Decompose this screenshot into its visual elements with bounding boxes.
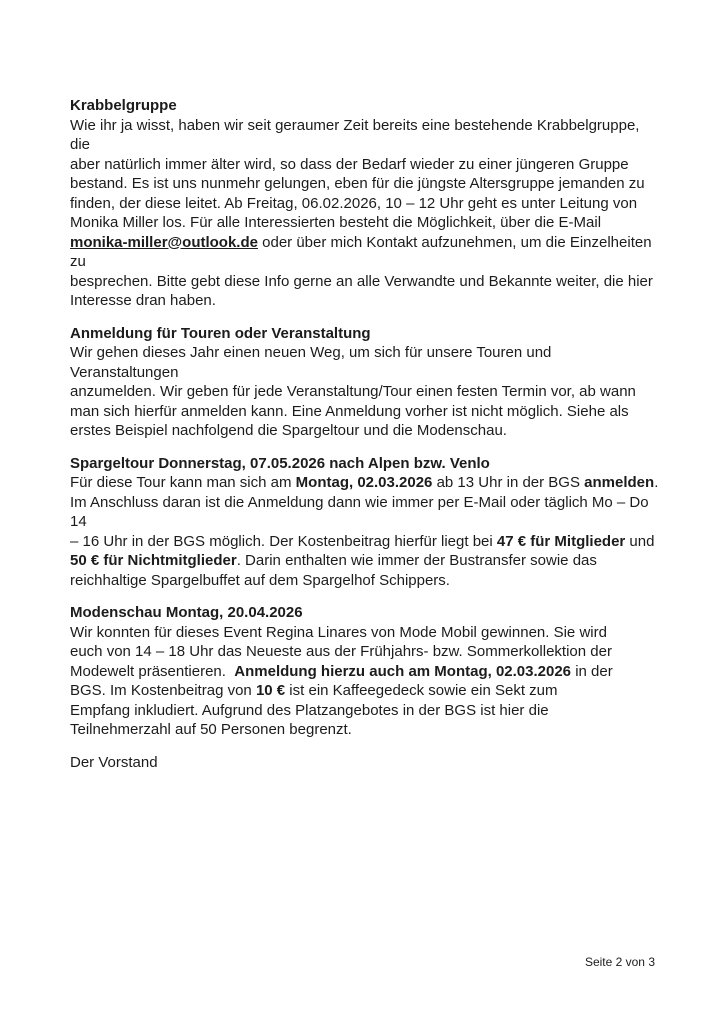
text-line <box>70 291 662 311</box>
text-line <box>70 343 662 382</box>
text-run: – 16 Uhr in der BGS möglich. Der Kostenbeitrag hierfür liegt bei <box>70 532 497 550</box>
text-run: Empfang inkludiert. Aufgrund des Platzangebotes in der BGS ist hier die <box>70 701 549 719</box>
text-run: aber natürlich immer älter wird, so dass der Bedarf wieder zu einer jüngeren Gruppe <box>70 155 629 173</box>
text-run: euch von 14 – 18 Uhr das Neueste aus der Frühjahrs- bzw. Sommerkollektion der <box>70 643 612 660</box>
page-number: Seite 2 von 3 <box>584 955 655 969</box>
text-line <box>70 402 662 422</box>
text-run: anzumelden. Wir geben für jede Veranstaltung/Tour einen festen Termin vor, ab wann <box>70 383 636 400</box>
document-section <box>70 96 662 311</box>
document-content <box>70 96 662 772</box>
section-heading: Spargeltour Donnerstag, 07.05.2026 nach Alpen bzw. Venlo <box>70 454 490 472</box>
text-line <box>70 532 662 552</box>
text-line <box>70 493 662 532</box>
text-run: Wir konnten für dieses Event Regina Linares von Mode Mobil gewinnen. Sie wird <box>70 623 607 641</box>
document-section <box>70 603 662 740</box>
text-line <box>70 233 662 272</box>
text-line <box>70 116 662 155</box>
text-run: man sich hierfür anmelden kann. Eine Anmeldung vorher ist nicht möglich. Siehe als <box>70 402 629 420</box>
section-heading: Krabbelgruppe <box>70 97 177 114</box>
text-line <box>70 421 662 441</box>
text-run: ist ein Kaffeegedeck sowie ein Sekt zum <box>285 682 558 699</box>
document-section <box>70 753 662 773</box>
text-line <box>70 662 662 682</box>
text-run: BGS. Im Kostenbeitrag von <box>70 682 256 699</box>
text-run: oder über mich Kontakt aufzunehmen, um die Einzelheiten zu <box>70 233 656 270</box>
text-line <box>70 551 662 571</box>
text-line <box>70 623 662 643</box>
email-link[interactable]: monika-miller@outlook.de <box>70 233 258 251</box>
text-run: Monika Miller los. Für alle Interessierten besteht die Möglichkeit, über die E-Mail <box>70 214 602 231</box>
text-run: in der <box>571 662 613 680</box>
text-run: Interesse dran haben. <box>70 292 216 309</box>
text-run: 47 € für Mitglieder <box>496 532 626 550</box>
text-line <box>70 473 662 493</box>
text-run: Für diese Tour kann man sich am <box>70 474 296 491</box>
text-line <box>70 571 662 591</box>
text-run: ab 13 Uhr in der BGS <box>432 474 585 491</box>
text-line <box>70 642 662 662</box>
text-run: Wir gehen dieses Jahr einen neuen Weg, um sich für unsere Touren und Veranstaltungen <box>70 344 556 381</box>
text-line <box>70 194 662 214</box>
text-run: Anmeldung hierzu auch am Montag, 02.03.2026 <box>234 662 572 680</box>
text-run: und <box>625 532 655 550</box>
text-line <box>70 720 662 740</box>
text-run: bestand. Es ist uns nunmehr gelungen, eben für die jüngste Altersgruppe jemanden zu <box>70 175 645 192</box>
text-run: Der Vorstand <box>70 753 158 771</box>
text-line <box>70 701 662 721</box>
text-line <box>70 753 662 773</box>
section-heading: Modenschau Montag, 20.04.2026 <box>70 604 303 621</box>
text-run: Modewelt präsentieren. <box>70 662 235 680</box>
text-run: . <box>654 474 659 491</box>
text-line <box>70 272 662 292</box>
document-section <box>70 324 662 441</box>
text-run: . Darin enthalten wie immer der Bustransfer sowie das <box>236 552 597 569</box>
text-run: besprechen. Bitte gebt diese Info gerne an alle Verwandte und Bekannte weiter, die hier <box>70 272 653 290</box>
document-section <box>70 454 662 591</box>
text-run: Im Anschluss daran ist die Anmeldung dann wie immer per E-Mail oder täglich Mo – Do 14 <box>70 493 653 530</box>
text-run: Teilnehmerzahl auf 50 Personen begrenzt. <box>70 721 352 738</box>
text-line <box>70 174 662 194</box>
text-run: 10 € <box>255 682 286 699</box>
text-run: finden, der diese leitet. Ab Freitag, 06.02.2026, 10 – 12 Uhr geht es unter Leitung von <box>70 194 638 212</box>
text-run: reichhaltige Spargelbuffet auf dem Spargelhof Schippers. <box>70 571 450 589</box>
text-run: erstes Beispiel nachfolgend die Spargeltour und die Modenschau. <box>70 422 507 439</box>
text-line <box>70 382 662 402</box>
section-heading: Anmeldung für Touren oder Veranstaltung <box>70 324 371 342</box>
text-line <box>70 213 662 233</box>
text-run: anmelden <box>584 474 655 491</box>
text-run: 50 € für Nichtmitglieder <box>70 552 237 569</box>
text-line <box>70 155 662 175</box>
text-run: Wie ihr ja wisst, haben wir seit geraumer Zeit bereits eine bestehende Krabbelgruppe, die <box>70 116 644 153</box>
text-run: Montag, 02.03.2026 <box>295 474 433 491</box>
text-line <box>70 681 662 701</box>
